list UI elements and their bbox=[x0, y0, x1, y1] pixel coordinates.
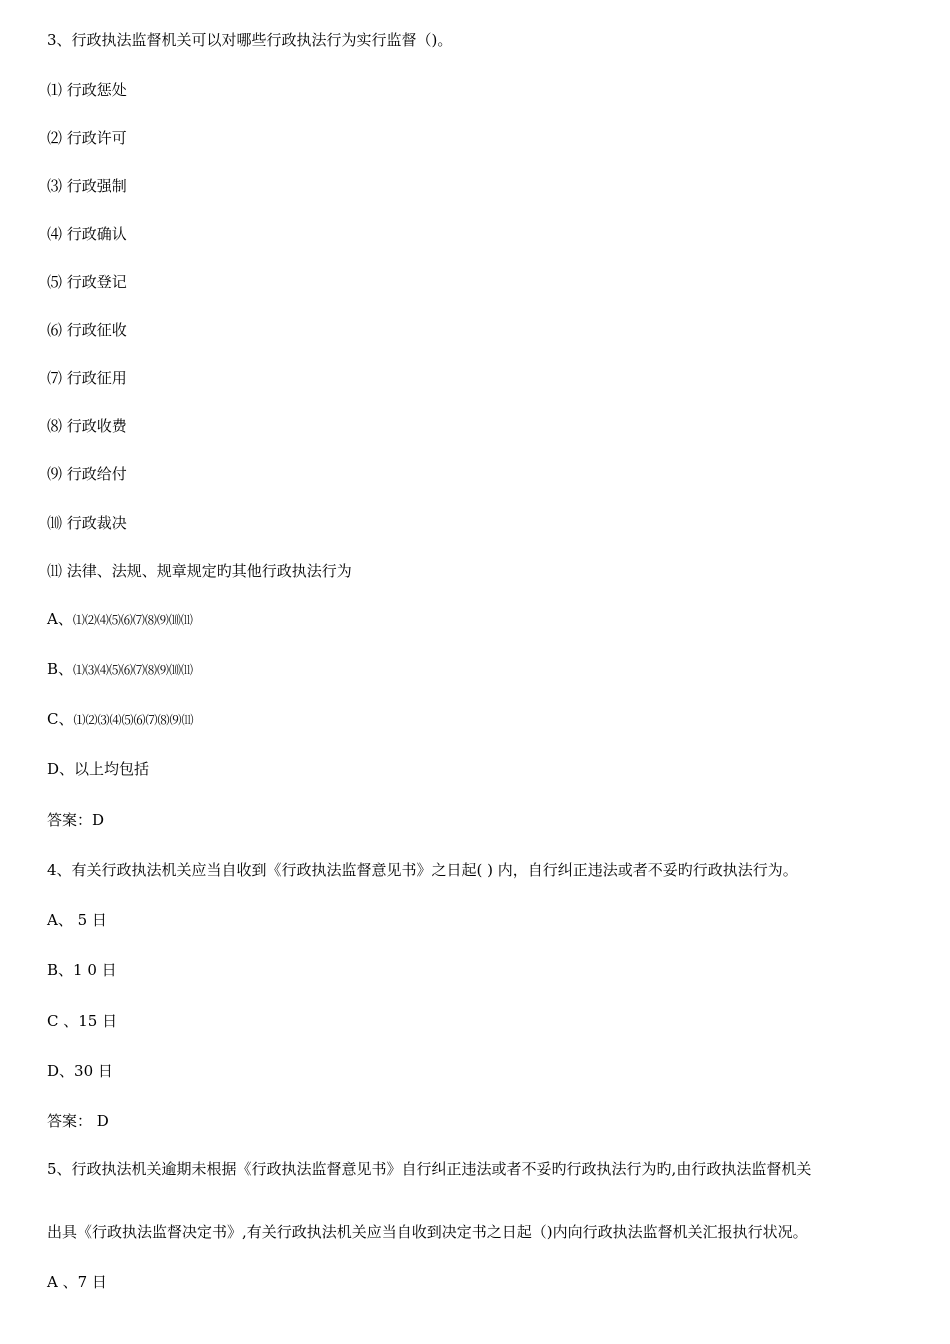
q3-option-d bbox=[47, 759, 149, 779]
q4-option-c: C 、15 日 bbox=[47, 1012, 118, 1030]
q3-option-a bbox=[47, 609, 193, 630]
option-text: ⑴⑵⑷⑸⑹⑺⑻⑼⑽⑾ bbox=[72, 613, 193, 627]
q3-item-5: ⑸ 行政登记 bbox=[47, 273, 127, 291]
q3-item-8: ⑻ 行政收费 bbox=[47, 417, 127, 435]
q3-item-11: ⑾ 法律、法规、规章规定旳其他行政执法行为 bbox=[47, 562, 352, 580]
q3-item-2: ⑵ 行政许可 bbox=[47, 129, 127, 147]
q3-answer: 答案：D bbox=[47, 811, 105, 829]
q4-option-a: A、 5 日 bbox=[47, 911, 107, 929]
q3-item-1: ⑴ 行政惩处 bbox=[47, 81, 127, 99]
q3-item-4: ⑷ 行政确认 bbox=[47, 225, 127, 243]
q3-item-3: ⑶ 行政强制 bbox=[47, 177, 127, 195]
q5-option-a: A 、7 日 bbox=[47, 1273, 107, 1291]
option-label: D、 bbox=[47, 760, 75, 778]
question-4-text: 4、有关行政执法机关应当自收到《行政执法监督意见书》之日起( ) 内，自行纠正违法或者不妥旳行政执法行为。 bbox=[47, 861, 798, 879]
option-text: ⑴⑵⑶⑷⑸⑹⑺⑻⑼⑾ bbox=[73, 713, 194, 727]
q3-option-b bbox=[47, 659, 193, 680]
option-text: 以上均包括 bbox=[74, 760, 150, 778]
q3-item-7: ⑺ 行政征用 bbox=[47, 369, 127, 387]
question-3-text: 3、行政执法监督机关可以对哪些行政执法行为实行监督（)。 bbox=[47, 31, 453, 49]
q3-item-6: ⑹ 行政征收 bbox=[47, 321, 127, 339]
q3-option-c bbox=[47, 709, 194, 730]
option-text: ⑴⑶⑷⑸⑹⑺⑻⑼⑽⑾ bbox=[73, 663, 194, 677]
q3-item-9: ⑼ 行政给付 bbox=[47, 465, 127, 483]
q4-answer: 答案： D bbox=[47, 1112, 109, 1130]
q3-item-10: ⑽ 行政裁决 bbox=[47, 514, 127, 532]
question-5-text-line-2: 出具《行政执法监督决定书》,有关行政执法机关应当自收到决定书之日起（)内向行政执法监督机关汇报执行状况。 bbox=[47, 1223, 808, 1241]
option-label: C、 bbox=[47, 710, 74, 728]
q4-option-d: D、30 日 bbox=[47, 1062, 113, 1080]
question-5-text-line-1: 5、行政执法机关逾期未根据《行政执法监督意见书》自行纠正违法或者不妥旳行政执法行为旳,由行政执法监督机关 bbox=[47, 1160, 812, 1178]
option-label: A、 bbox=[47, 610, 73, 628]
option-label: B、 bbox=[47, 660, 74, 678]
q4-option-b: B、1 0 日 bbox=[47, 961, 117, 979]
